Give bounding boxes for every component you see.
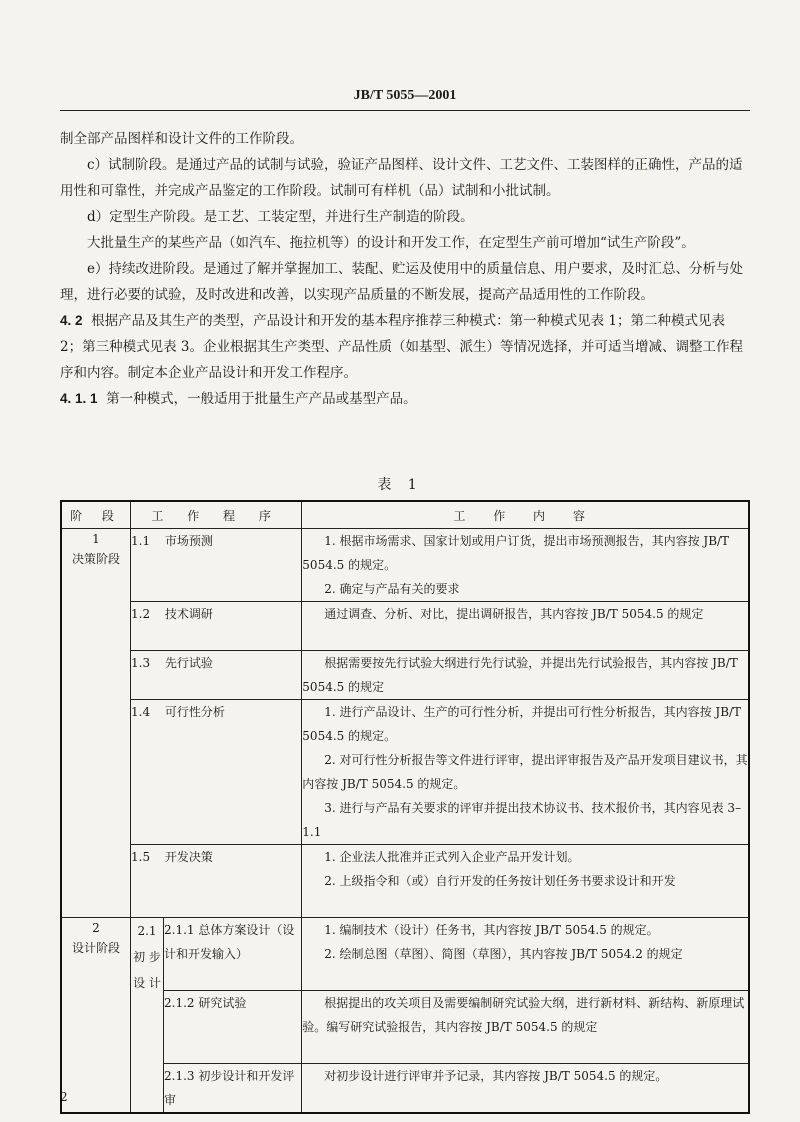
procedure-name: 可行性分析 xyxy=(164,705,225,719)
table-row xyxy=(61,991,749,1064)
section-4-1-1 xyxy=(60,386,750,412)
paragraph: e）持续改进阶段。是通过了解并掌握加工、装配、贮运及使用中的质量信息、用户要求，及时汇总、分析与处理，进行必要的试验，及时改进和改善，以实现产品质量的不断发展，提高产品适用性的工作阶段。 xyxy=(60,261,743,303)
substage-cell-preliminary: 2.1 初 步 设 计 xyxy=(131,918,164,1114)
table-row xyxy=(61,602,749,651)
content-line: 根据需要按先行试验大纲进行先行试验，并提出先行试验报告，其内容按 JB/T 5054.5 的规定 xyxy=(302,656,738,694)
paragraph: 制全部产品图样和设计文件的工作阶段。 xyxy=(60,131,303,147)
procedure-number: 1.4 xyxy=(131,705,151,719)
procedure-number: 1.5 xyxy=(131,850,151,864)
content-line: 根据提出的攻关项目及需要编制研究试验大纲，进行新材料、新结构、新原理试验。编写研究试验报告，其内容按 JB/T 5054.5 的规定 xyxy=(302,996,745,1034)
procedure-cell xyxy=(131,700,302,845)
content-line: 3. 进行与产品有关要求的评审并提出技术协议书、技术报价书，其内容见表 3–1.1 xyxy=(302,801,742,839)
procedure-number: 2.1.1 xyxy=(164,923,195,937)
table-row xyxy=(61,845,749,918)
content-line: 通过调查、分析、对比，提出调研报告，其内容按 JB/T 5054.5 的规定 xyxy=(324,607,704,621)
procedure-name: 初步设计和开发评审 xyxy=(164,1069,295,1107)
procedure-table xyxy=(60,500,750,1114)
document-header: JB/T 5055—2001 xyxy=(353,88,457,103)
content-cell xyxy=(302,845,749,918)
table-row xyxy=(61,529,749,602)
section-text: 根据产品及其生产的类型，产品设计和开发的基本程序推荐三种模式：第一种模式见表 1；第二种模式见表 2；第三种模式见表 3。企业根据其生产类型、产品性质（如基型、派生）等情况选择，并可适当增减、调整工作程序和内容。制定本企业产品设计和开发工作程序。 xyxy=(60,313,743,381)
procedure-cell xyxy=(131,602,302,651)
procedure-number: 1.1 xyxy=(131,534,151,548)
content-line: 1. 根据市场需求、国家计划或用户订货，提出市场预测报告，其内容按 JB/T 5054.5 的规定。 xyxy=(302,534,730,572)
page-number: 2 xyxy=(60,1090,68,1104)
procedure-cell xyxy=(164,1064,302,1114)
procedure-name: 技术调研 xyxy=(164,607,213,621)
paragraph: 大批量生产的某些产品（如汽车、拖拉机等）的设计和开发工作，在定型生产前可增加“试生产阶段”。 xyxy=(87,235,695,251)
content-line: 1. 企业法人批准并正式列入企业产品开发计划。 xyxy=(324,850,580,864)
header-content: 工 作 内 容 xyxy=(302,501,749,529)
table-row xyxy=(61,918,749,991)
procedure-name: 先行试验 xyxy=(164,656,213,670)
procedure-number: 2.1.2 xyxy=(164,996,195,1010)
table-row xyxy=(61,1064,749,1114)
stage-number: 2 xyxy=(92,921,100,935)
stage-name: 设计阶段 xyxy=(71,941,120,955)
content-line: 2. 绘制总图（草图）、简图（草图），其内容按 JB/T 5054.2 的规定 xyxy=(324,947,683,961)
procedure-name: 开发决策 xyxy=(164,850,213,864)
content-cell xyxy=(302,1064,749,1114)
stage-cell-decision xyxy=(61,529,131,918)
content-cell xyxy=(302,700,749,845)
procedure-cell xyxy=(131,845,302,918)
procedure-name: 总体方案设计（设计和开发输入） xyxy=(164,923,295,961)
section-number: 4. 1. 1 xyxy=(60,391,98,406)
header-procedure: 工 作 程 序 xyxy=(131,501,302,529)
table-row xyxy=(61,651,749,700)
procedure-name: 研究试验 xyxy=(198,996,247,1010)
header-rule xyxy=(60,110,750,111)
procedure-cell xyxy=(164,991,302,1064)
header-stage: 阶 段 xyxy=(61,501,131,529)
content-line: 2. 对可行性分析报告等文件进行评审，提出评审报告及产品开发项目建议书，其内容按 JB/T 5054.5 的规定。 xyxy=(302,753,748,791)
content-line: 2. 上级指令和（或）自行开发的任务按计划任务书要求设计和开发 xyxy=(324,874,676,888)
section-text: 第一种模式，一般适用于批量生产产品或基型产品。 xyxy=(106,391,417,407)
content-cell xyxy=(302,991,749,1064)
procedure-cell xyxy=(131,651,302,700)
table-title: 表 1 xyxy=(377,477,423,493)
procedure-cell xyxy=(131,529,302,602)
procedure-cell xyxy=(164,918,302,991)
paragraph: c）试制阶段。是通过产品的试制与试验，验证产品图样、设计文件、工艺文件、工装图样的正确性，产品的适用性和可靠性，并完成产品鉴定的工作阶段。试制可有样机（品）试制和小批试制。 xyxy=(60,157,743,199)
procedure-name: 市场预测 xyxy=(164,534,213,548)
section-4-2 xyxy=(60,308,750,386)
content-cell xyxy=(302,918,749,991)
paragraph: d）定型生产阶段。是工艺、工装定型，并进行生产制造的阶段。 xyxy=(87,209,474,225)
content-cell xyxy=(302,602,749,651)
table-header-row xyxy=(61,501,749,529)
content-cell xyxy=(302,651,749,700)
content-cell xyxy=(302,529,749,602)
body-text xyxy=(60,126,750,412)
procedure-number: 1.2 xyxy=(131,607,151,621)
stage-number: 1 xyxy=(92,532,100,546)
stage-name: 决策阶段 xyxy=(71,552,120,566)
content-line: 2. 确定与产品有关的要求 xyxy=(324,582,460,596)
stage-cell-design xyxy=(61,918,131,1114)
content-line: 1. 进行产品设计、生产的可行性分析，并提出可行性分析报告，其内容按 JB/T 5054.5 的规定。 xyxy=(302,705,742,743)
content-line: 1. 编制技术（设计）任务书，其内容按 JB/T 5054.5 的规定。 xyxy=(324,923,659,937)
table-row xyxy=(61,700,749,845)
procedure-number: 1.3 xyxy=(131,656,151,670)
procedure-number: 2.1.3 xyxy=(164,1069,195,1083)
content-line: 对初步设计进行评审并予记录，其内容按 JB/T 5054.5 的规定。 xyxy=(324,1069,668,1083)
section-number: 4. 2 xyxy=(60,313,83,328)
